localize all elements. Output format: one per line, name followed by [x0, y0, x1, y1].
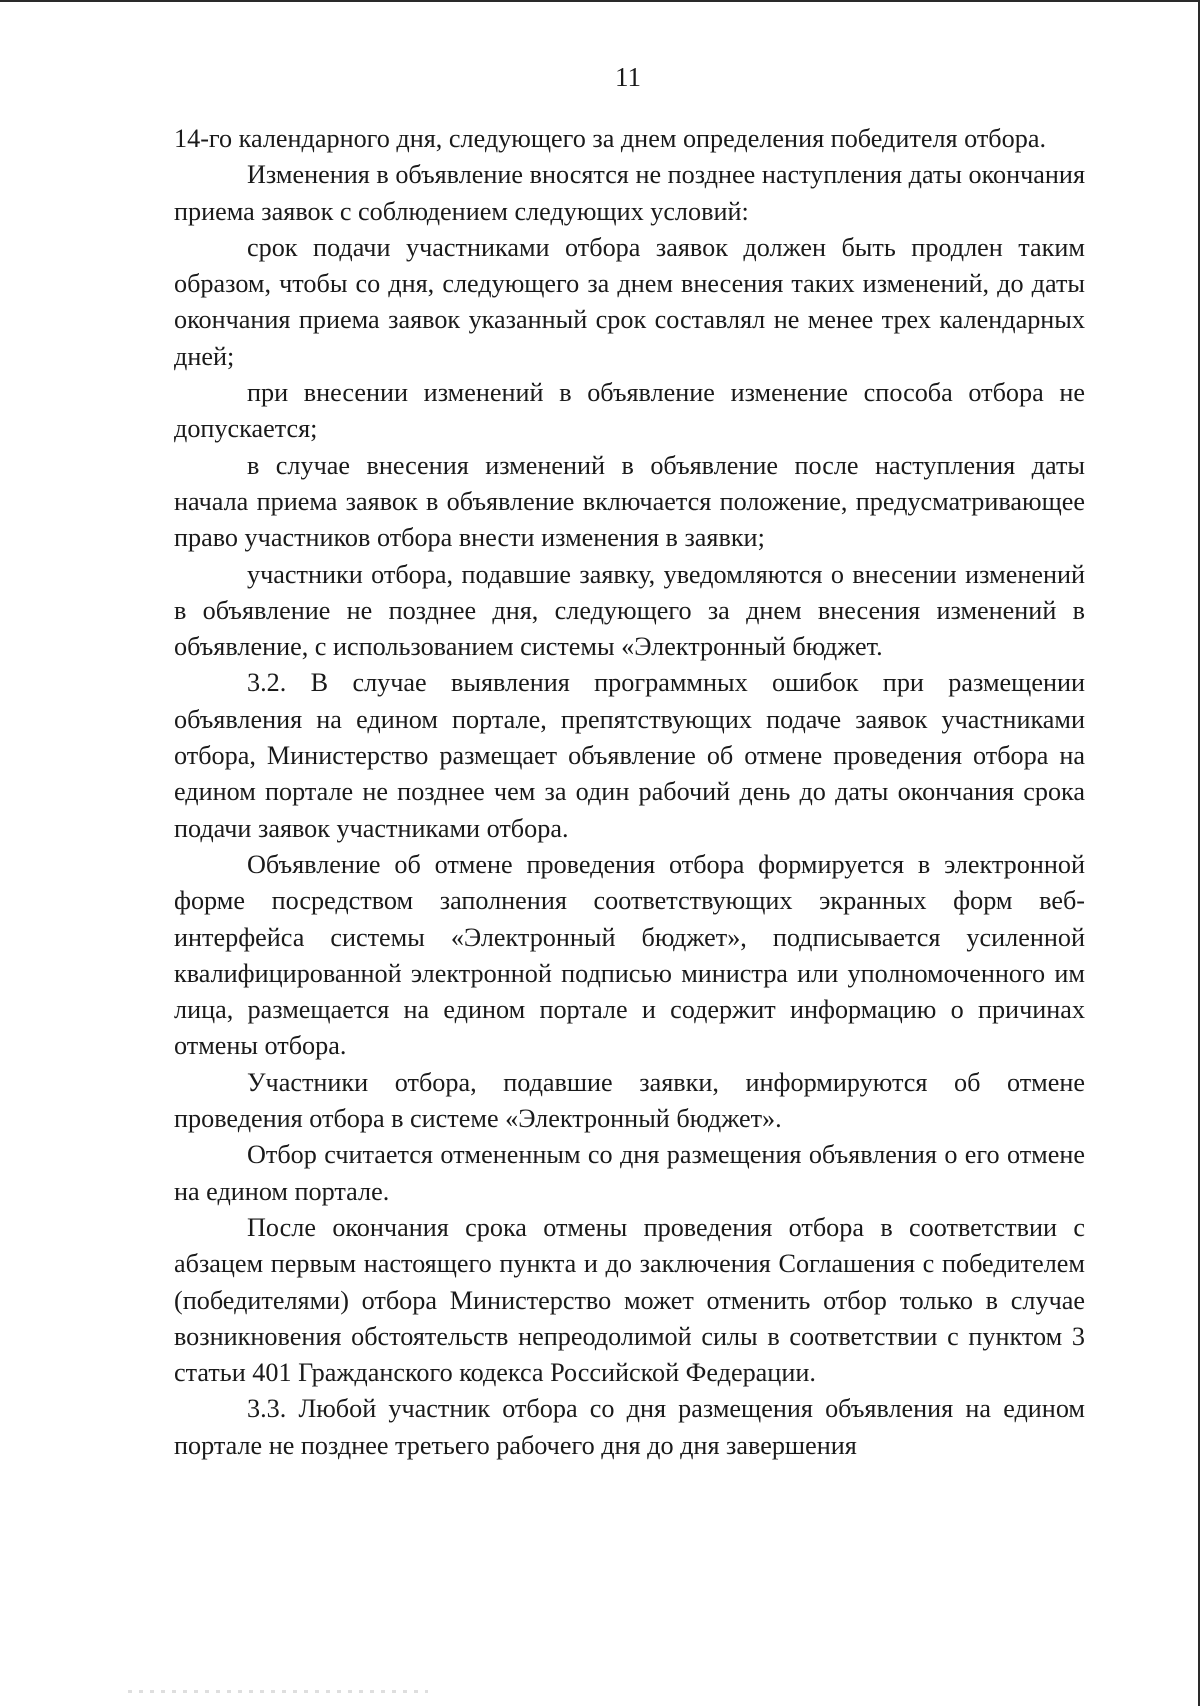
- paragraph: в случае внесения изменений в объявление после наступления даты начала приема заявок в объявление включается положение, предусматривающее право участников отбора внести изменения в заявки;: [174, 450, 1085, 553]
- paragraph: Участники отбора, подавшие заявки, информируются об отмене проведения отбора в системе «Электронный бюджет».: [174, 1067, 1085, 1134]
- paragraph: 14-го календарного дня, следующего за днем определения победителя отбора.: [174, 124, 1046, 153]
- paragraph: После окончания срока отмены проведения отбора в соответствии с абзацем первым настоящего пункта и до заключения Соглашения с победителем (победителями) отбора Министерство может отменить отбор только в случае возникновения обстоятельств непреодолимой силы в соответствии с пунктом 3 статьи 401 Гражданского кодекса Российской Федерации.: [174, 1212, 1085, 1388]
- scan-top-edge: [0, 0, 1200, 2]
- paragraph: при внесении изменений в объявление изменение способа отбора не допускается;: [174, 378, 1085, 444]
- page-number: 11: [615, 62, 641, 92]
- paragraph: Изменения в объявление вносятся не позднее наступления даты окончания приема заявок с соблюдением следующих условий:: [174, 160, 1085, 226]
- paragraph: Объявление об отмене проведения отбора формируется в электронной форме посредством заполнения соответствующих экранных форм веб-интерфейса системы «Электронный бюджет», подписывается усиленной квалифицированной электронной подписью министра или уполномоченного им лица, размещается на едином портале и содержит информацию о причинах отмены отбора.: [174, 849, 1085, 1061]
- document-body: [174, 121, 1085, 1464]
- scan-noise: [128, 1690, 428, 1693]
- paragraph: 3.2. В случае выявления программных ошибок при размещении объявления на едином портале, препятствующих подаче заявок участниками отбора, Министерство размещает объявление об отмене проведения отбора на едином портале не позднее чем за один рабочий день до даты окончания срока подачи заявок участниками отбора.: [174, 668, 1085, 843]
- paragraph: срок подачи участниками отбора заявок должен быть продлен таким образом, чтобы со дня, следующего за днем внесения таких изменений, до даты окончания приема заявок указанный срок составлял не менее трех календарных дней;: [174, 232, 1085, 371]
- paragraph: Отбор считается отмененным со дня размещения объявления о его отмене на едином портале.: [174, 1140, 1085, 1206]
- paragraph: участники отбора, подавшие заявку, уведомляются о внесении изменений в объявление не позднее дня, следующего за днем внесения изменений в объявление, с использованием системы «Электронный бюджет.: [174, 559, 1085, 662]
- paragraph: 3.3. Любой участник отбора со дня размещения объявления на едином портале не позднее третьего рабочего дня до дня завершения: [174, 1394, 1085, 1460]
